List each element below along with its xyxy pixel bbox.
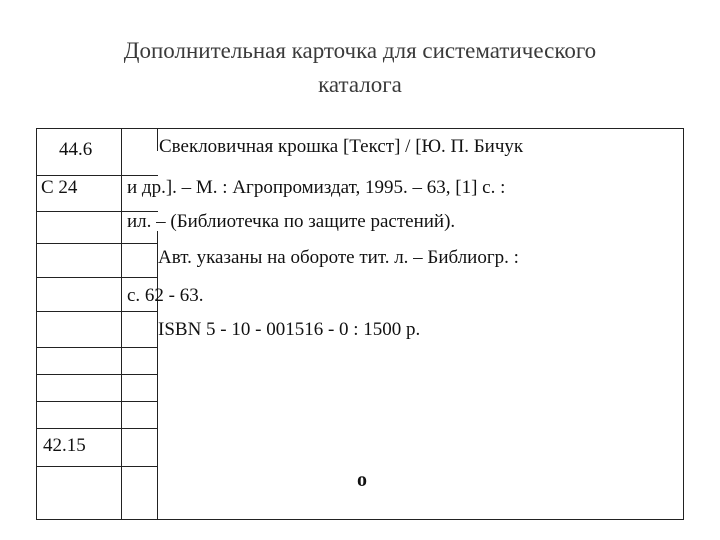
description-line: и др.]. – М. : Агропромиздат, 1995. – 63, [1] с. : xyxy=(127,177,506,198)
card-indent-rule xyxy=(157,231,158,519)
description-line: ISBN 5 - 10 - 001516 - 0 : 1500 р. xyxy=(158,319,421,340)
card-rule xyxy=(37,175,158,176)
card-column-divider xyxy=(121,129,122,519)
author-mark: С 24 xyxy=(41,177,78,198)
card-hole-mark: о xyxy=(357,469,367,491)
slide-title xyxy=(0,34,720,102)
card-rule xyxy=(37,311,158,312)
card-indent-rule xyxy=(157,129,158,151)
description-line: Свекловичная крошка [Текст] / [Ю. П. Бичук xyxy=(159,136,524,157)
card-rule xyxy=(37,374,158,375)
title-line-1: Дополнительная карточка для систематического xyxy=(123,38,597,63)
card-rule xyxy=(37,243,158,244)
card-rule xyxy=(37,428,158,429)
additional-index: 42.15 xyxy=(43,435,86,456)
card-rule xyxy=(37,347,158,348)
title-line-2: каталога xyxy=(318,72,402,97)
card-rule xyxy=(37,466,158,467)
card-rule xyxy=(37,401,158,402)
catalog-card xyxy=(36,128,684,520)
description-line: с. 62 - 63. xyxy=(127,285,204,306)
classification-index: 44.6 xyxy=(59,139,93,160)
description-line: ил. – (Библиотечка по защите растений). xyxy=(127,211,456,232)
card-rule xyxy=(37,277,158,278)
description-line: Авт. указаны на обороте тит. л. – Библиогр. : xyxy=(158,247,519,268)
